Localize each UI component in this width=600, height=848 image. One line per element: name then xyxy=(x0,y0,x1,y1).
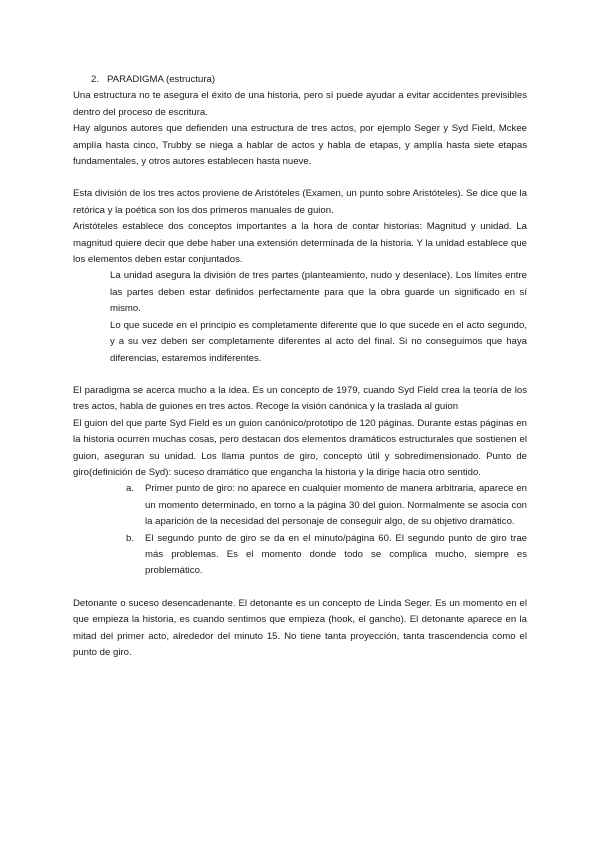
section-title: PARADIGMA (estructura) xyxy=(107,74,216,85)
turning-points-list xyxy=(73,481,527,579)
list-marker: a. xyxy=(126,483,135,495)
list-item-text: Primer punto de giro: no aparece en cualquier momento de manera arbitraria, aparece en un momento determinado, en torno a la página 30 del guion. Normalmente se asocia con la aparición de la necesidad del personaje de conseguir algo, de su objetivo dramático. xyxy=(145,483,527,528)
paragraph-detonante: Detonante o suceso desencadenante. El detonante es un concepto de Linda Seger. Es un momento en el que empieza la historia, es cuando sentimos que empieza (hook, el gancho). El detonante aparece en la mitad del primer acto, alrededor del minuto 15. No tiene tanta proyección, tanta trascendencia como el punto de giro. xyxy=(73,597,527,658)
section-heading xyxy=(73,72,527,88)
document-body xyxy=(73,72,527,661)
paragraph-structure-intro: Una estructura no te asegura el éxito de una historia, pero sí puede ayudar a evitar accidentes previsibles dentro del proceso de escritura. xyxy=(73,90,527,118)
paragraph-gap xyxy=(73,170,527,186)
paragraph-unity-parts: La unidad asegura la división de tres partes (planteamiento, nudo y desenlace). Los límites entre las partes deben estar definidos perfectamente para que la obra guarde un significado en sí mismo. xyxy=(110,270,527,315)
paragraph-paradigm-idea: El paradigma se acerca mucho a la idea. Es un concepto de 1979, cuando Syd Field crea la teoría de los tres actos, habla de guiones en tres actos. Recoge la visión canónica y la traslada al guion xyxy=(73,384,527,413)
paragraph-aristotle-origin: Esta división de los tres actos proviene de Aristóteles (Examen, un punto sobre Aristóteles). Se dice que la retórica y la poética son los dos primeros manuales de guion. xyxy=(73,188,527,216)
paragraph-act-differences: Lo que sucede en el principio es completamente diferente que lo que sucede en el acto segundo, y a su vez deben ser completamente diferentes al acto del final. Si no conseguimos que haya diferencias, estaremos indiferentes. xyxy=(110,319,527,364)
list-item xyxy=(73,481,527,530)
paragraph-gap xyxy=(73,367,527,383)
paragraph-gap xyxy=(73,580,527,596)
list-item-text: El segundo punto de giro se da en el minuto/página 60. El segundo punto de giro trae más problemas. Es el momento donde todo se complica mucho, siempre es problemático. xyxy=(145,532,527,577)
list-marker: b. xyxy=(126,532,135,544)
list-item xyxy=(73,531,527,580)
paragraph-magnitude-unity: Aristóteles establece dos conceptos importantes a la hora de contar historias: Magnitud y unidad. La magnitud quiere decir que debe haber una extensión determinada de la historia. Y la unidad establece que los elementos deben estar conjuntados. xyxy=(73,221,527,266)
paragraph-authors: Hay algunos autores que defienden una estructura de tres actos, por ejemplo Seger y Syd Field, Mckee amplía hasta cinco, Trubby se niega a hablar de actos y habla de etapas, y amplía hasta siete etapas fundamentales, y otros autores establecen hasta nueve. xyxy=(73,123,527,168)
section-number: 2. xyxy=(91,74,100,85)
paragraph-syd-field-guion: El guion del que parte Syd Field es un guion canónico/prototipo de 120 páginas. Durante estas páginas en la historia ocurren muchas cosas, pero destacan dos elementos dramáticos estructurales que sostienen el guion, aseguran su unidad. Los llama puntos de giro, concepto útil y sobredimensionado. Punto de giro(definición de Syd): suceso dramático que engancha la historia y la dirige hacia otro sentido. xyxy=(73,417,527,478)
